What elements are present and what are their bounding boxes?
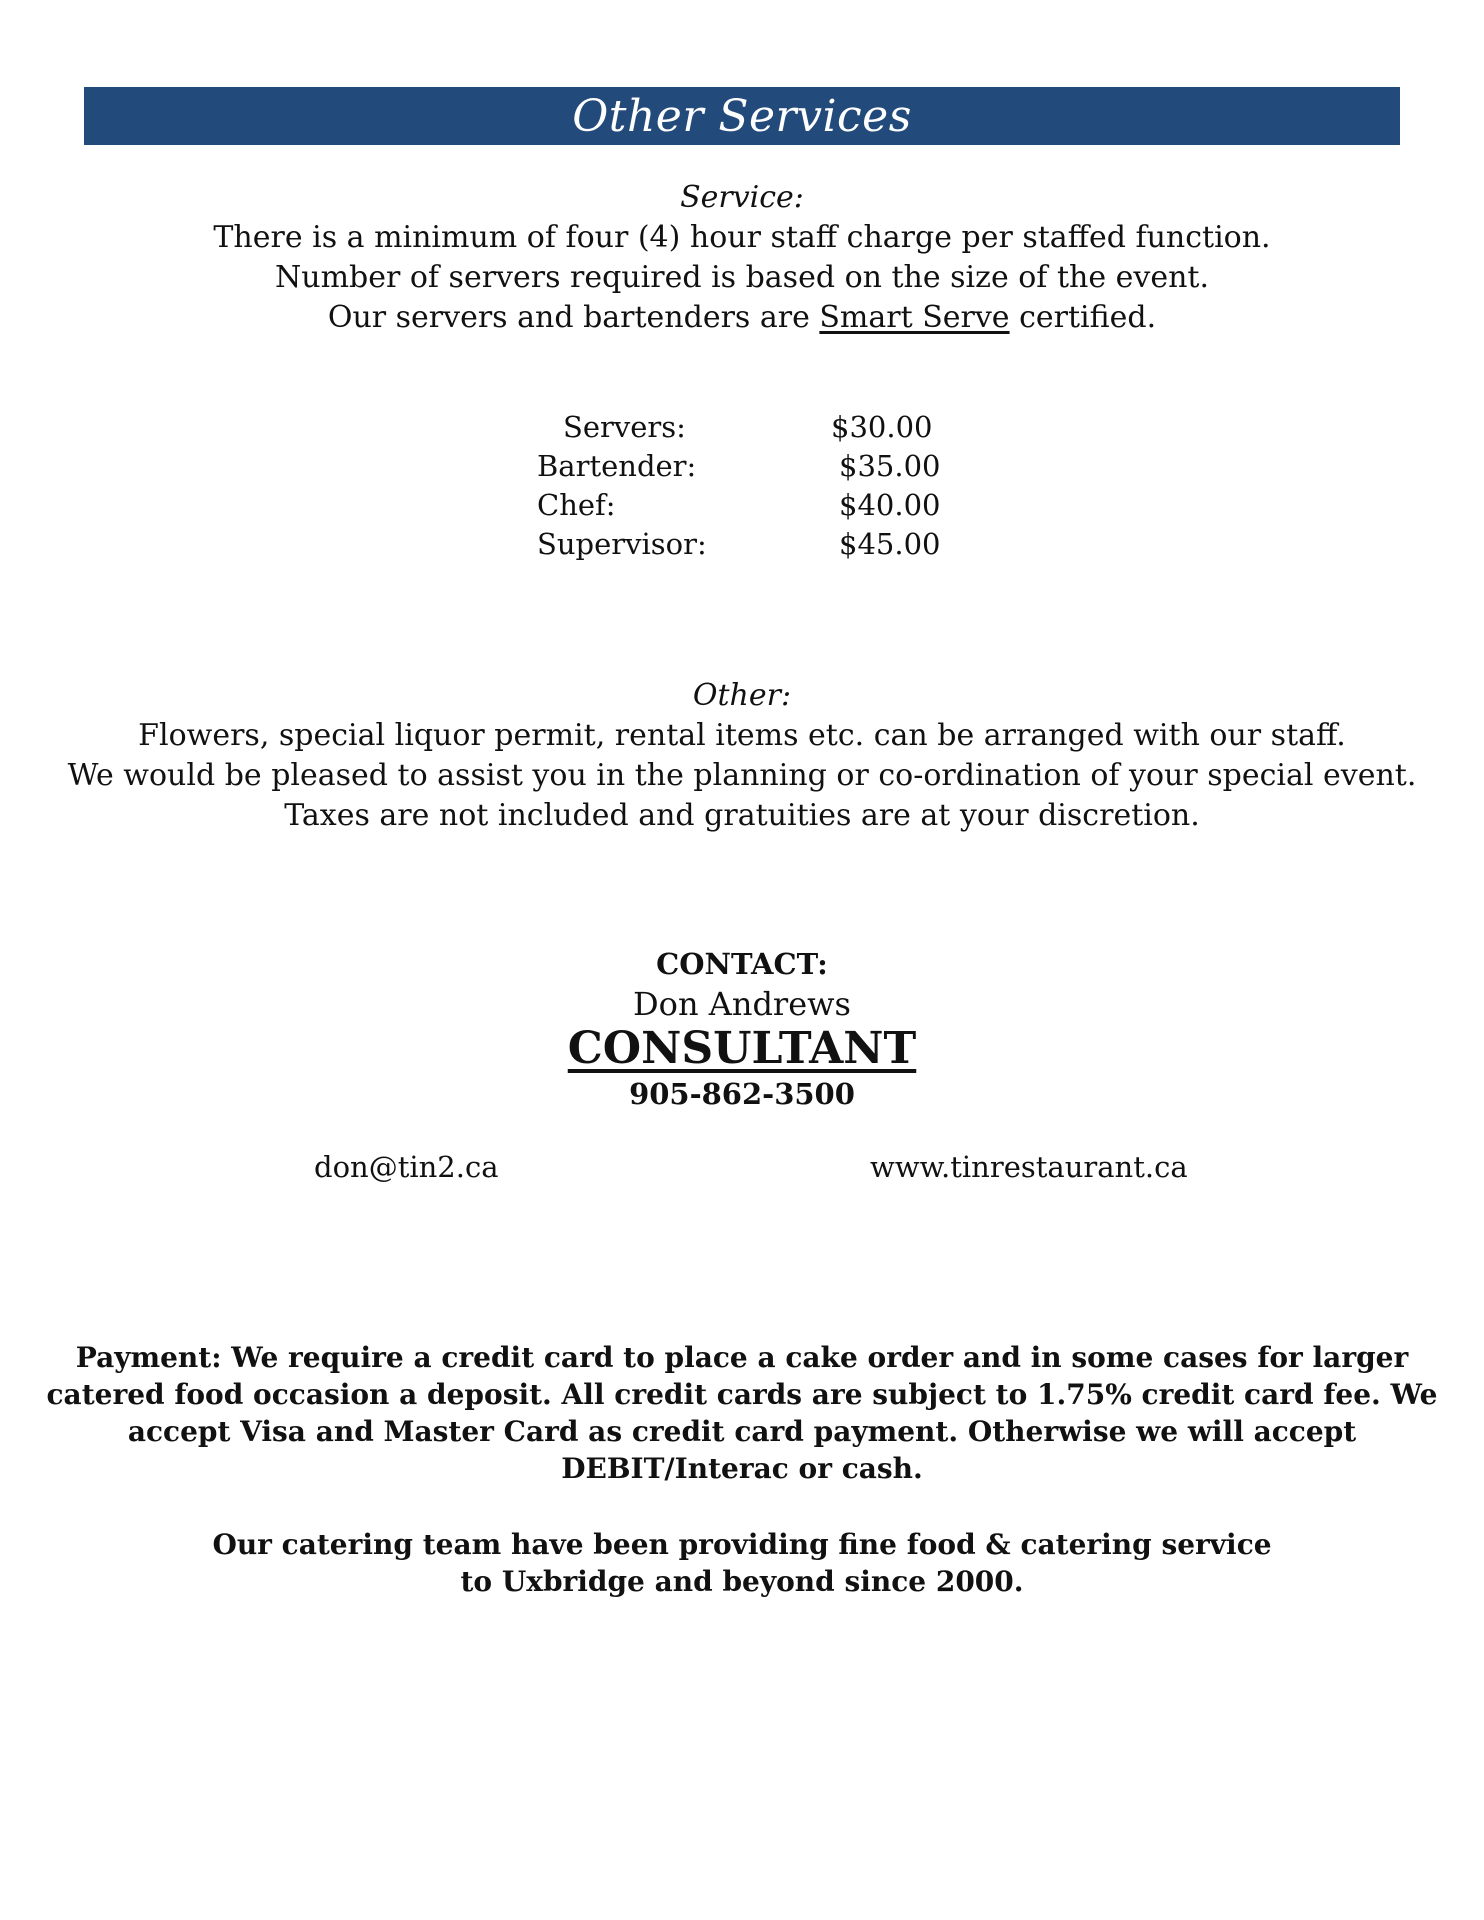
tagline-line-1: Our catering team have been providing fine food & catering service — [212, 1528, 1272, 1561]
rate-price: $40.00 — [839, 488, 941, 522]
service-line-3-suffix: certified. — [1009, 300, 1157, 335]
service-line-3 — [0, 298, 1484, 338]
page-title: Other Services — [572, 90, 912, 142]
service-line-1: There is a minimum of four (4) hour staff charge per staffed function. — [213, 220, 1271, 255]
payment-section — [0, 1339, 1484, 1487]
other-section — [0, 676, 1484, 836]
rate-name: Servers: — [563, 410, 686, 444]
contact-phone[interactable]: 905-862-3500 — [629, 1077, 855, 1111]
tagline-line-2: to Uxbridge and beyond since 2000. — [460, 1565, 1024, 1598]
rate-row — [0, 527, 1484, 566]
rate-row — [0, 488, 1484, 527]
smart-serve-link[interactable]: Smart Serve — [819, 300, 1010, 335]
other-label: Other: — [692, 678, 792, 713]
contact-website[interactable]: www.tinrestaurant.ca — [870, 1150, 1188, 1184]
rate-row — [0, 449, 1484, 488]
service-label: Service: — [680, 180, 804, 215]
contact-name: Don Andrews — [633, 985, 851, 1023]
contact-email[interactable]: don@tin2.ca — [314, 1150, 499, 1184]
rate-name: Bartender: — [537, 449, 697, 483]
payment-line-2: catered food occasion a deposit. All credit cards are subject to 1.75% credit card fee. We — [46, 1378, 1438, 1411]
rate-row — [0, 410, 1484, 449]
payment-line-4: DEBIT/Interac or cash. — [561, 1452, 923, 1485]
tagline-section — [0, 1526, 1484, 1600]
rate-name: Supervisor: — [537, 527, 707, 561]
rate-price: $35.00 — [839, 449, 941, 483]
contact-role: CONSULTANT — [567, 1023, 917, 1074]
service-section — [0, 178, 1484, 338]
other-line-3: Taxes are not included and gratuities are at your discretion. — [284, 798, 1200, 833]
contact-section — [0, 944, 1484, 1114]
payment-line-3: accept Visa and Master Card as credit card payment. Otherwise we will accept — [127, 1415, 1357, 1448]
payment-line-1: Payment: We require a credit card to place a cake order and in some cases for larger — [75, 1341, 1409, 1374]
service-line-3-prefix: Our servers and bartenders are — [327, 300, 820, 335]
other-line-1: Flowers, special liquor permit, rental items etc. can be arranged with our staff. — [138, 718, 1346, 753]
rate-price: $30.00 — [831, 410, 933, 444]
other-line-2: We would be pleased to assist you in the planning or co-ordination of your special event. — [67, 758, 1417, 793]
page-title-banner — [84, 87, 1400, 145]
rate-price: $45.00 — [839, 527, 941, 561]
contact-title: CONTACT: — [656, 947, 828, 981]
service-line-2: Number of servers required is based on the size of the event. — [275, 260, 1209, 295]
rate-name: Chef: — [537, 488, 616, 522]
